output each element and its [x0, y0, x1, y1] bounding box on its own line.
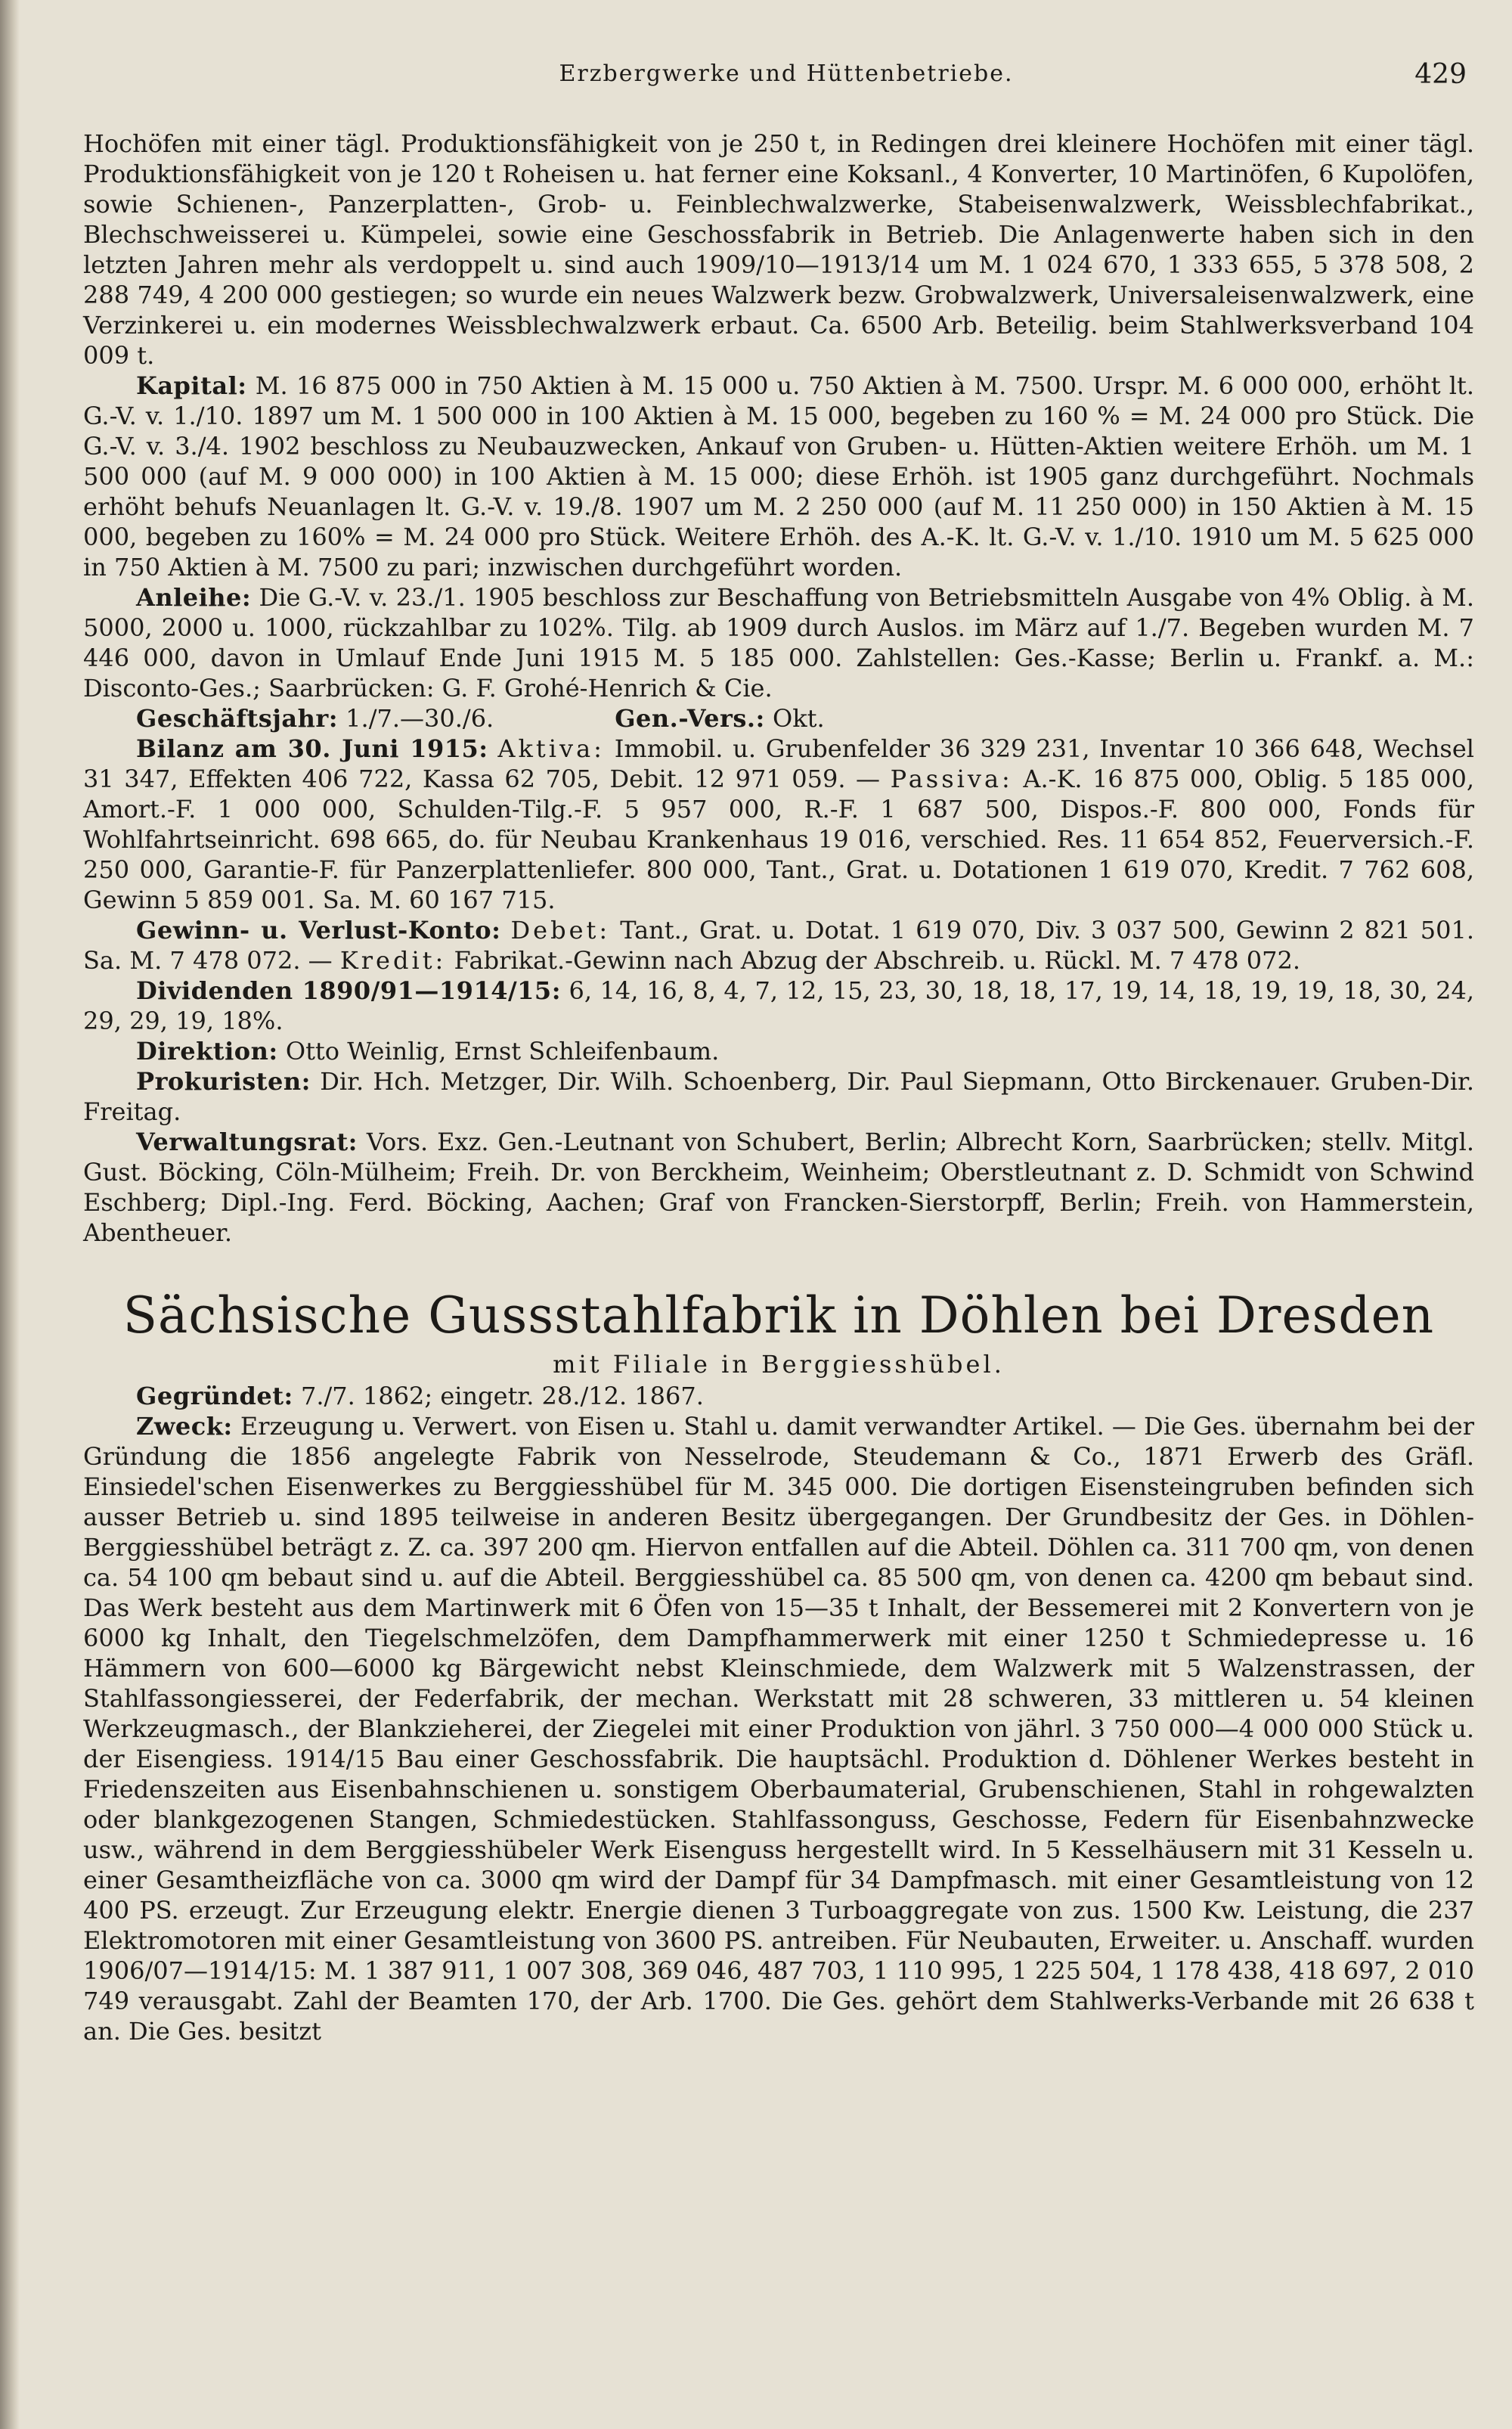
running-header — [91, 53, 1482, 98]
guv-debet-text: Tant., Grat. u. Dotat. 1 619 070, Div. 3 037 500, Gewinn 2 821 501. Sa. M. 7 478 072. — — [83, 916, 1475, 975]
bilanz-aktiva-label: Aktiva: — [497, 734, 605, 763]
aufsichtsrat-text: Vors. Exz. Gen.-Leutnant von Schubert, Berlin; Albrecht Korn, Saarbrücken; stellv. Mitgl. Gust. Böcking, Cöln-Mülheim; Freih. Dr. von Berckheim, Weinheim; Oberstleutnant z. D. Schmidt von Schwind Eschberg; Dipl.-Ing. Ferd. Böcking, Aachen; Graf von Francken-Sierstorpff, Berlin; Freih. von Hammerstein, Abentheuer. — [83, 1128, 1475, 1247]
page-content — [83, 129, 1474, 2046]
anleihe-label: Anleihe: — [136, 583, 252, 612]
gegruendet-section — [83, 1381, 1474, 1411]
prokuristen-section — [83, 1066, 1474, 1127]
geschaeftsjahr-section — [83, 703, 1474, 734]
company2-title: Sächsische Gussstahlfabrik in Döhlen bei Dresden — [122, 1286, 1435, 1345]
prokuristen-label: Prokuristen: — [136, 1067, 311, 1096]
page-spine-shadow — [0, 0, 20, 2429]
aufsichtsrat-label: Verwaltungsrat: — [136, 1128, 358, 1156]
guv-label: Gewinn- u. Verlust-Konto: — [136, 916, 501, 945]
zweck-section — [83, 1411, 1474, 2046]
bilanz-passiva-text: A.-K. 16 875 000, Oblig. 5 185 000, Amort.-F. 1 000 000, Schulden-Tilg.-F. 5 957 000, R.-F. 1 687 500, Dispos.-F. 800 000, Fonds für Wohlfahrtseinricht. 698 665, do. für Neubau Krankenhaus 19 016, verschied. Res. 11 654 852, Feuerversich.-F. 250 000, Garantie-F. für Panzerplattenliefer. 800 000, Tant., Grat. u. Dotationen 1 619 070, Kredit. 7 762 608, Gewinn 5 859 001. Sa. M. 60 167 715. — [83, 765, 1475, 914]
guv-kredit-text: Fabrikat.-Gewinn nach Abzug der Abschreib. u. Rückl. M. 7 478 072. — [454, 946, 1300, 975]
page-number: 429 — [1414, 59, 1467, 90]
gegruendet-text: 7./7. 1862; eingetr. 28./12. 1867. — [300, 1382, 704, 1410]
bilanz-passiva-label: Passiva: — [890, 765, 1013, 793]
guv-section — [83, 915, 1474, 976]
dividenden-label: Dividenden 1890/91—1914/15: — [136, 976, 562, 1005]
gegruendet-label: Gegründet: — [136, 1382, 293, 1410]
direktion-text: Otto Weinlig, Ernst Schleifenbaum. — [285, 1037, 720, 1066]
running-title: Erzbergwerke und Hüttenbetriebe. — [559, 60, 1014, 87]
zweck-label: Zweck: — [136, 1412, 233, 1441]
direktion-label: Direktion: — [136, 1037, 278, 1066]
kapital-label: Kapital: — [136, 371, 247, 400]
bilanz-section — [83, 734, 1474, 915]
guv-debet-label: Debet: — [510, 916, 611, 945]
geschaeftsjahr-text: 1./7.—30./6. — [345, 704, 494, 733]
zweck-text: Erzeugung u. Verwert. von Eisen u. Stahl u. damit verwandter Artikel. — Die Ges. übernahm bei der Gründung die 1856 angelegte Fabrik von Nesselrode, Steudemann & Co., 1871 Erwerb des Gräfl. Einsiedel'schen Eisenwerkes zu Berggiesshübel für M. 345 000. Die dortigen Eisensteingruben befinden sich ausser Betrieb u. sind 1895 teilweise in anderen Besitz übergegangen. Der Grundbesitz der Ges. in Döhlen-Berggiesshübel beträgt z. Z. ca. 397 200 qm. Hiervon entfallen auf die Abteil. Döhlen ca. 311 700 qm, von denen ca. 54 100 qm bebaut sind u. auf die Abteil. Berggiesshübel ca. 85 500 qm, von denen ca. 4200 qm bebaut sind. Das Werk besteht aus dem Martinwerk mit 6 Öfen von 15—35 t Inhalt, der Bessemerei mit 2 Konvertern von je 6000 kg Inhalt, den Tiegelschmelzöfen, dem Dampfhammerwerk mit einer 1250 t Schmiedepresse u. 16 Hämmern von 600—6000 kg Bärgewicht nebst Kleinschmiede, dem Walzwerk mit 5 Walzenstrassen, der Stahlfassongiesserei, der Federfabrik, der mechan. Werkstatt mit 28 schweren, 33 mittleren u. 54 kleinen Werkzeugmasch., der Blankzieherei, der Ziegelei mit einer Produktion von jährl. 3 750 000—4 000 000 Stück u. der Eisengiess. 1914/15 Bau einer Geschossfabrik. Die hauptsächl. Produktion d. Döhlener Werkes besteht in Friedenszeiten aus Eisenbahnschienen u. sonstigem Oberbaumaterial, Grubenschienen, Stahl in rohgewalzten oder blankgezogenen Stangen, Schmiedestücken. Stahlfassonguss, Geschosse, Federn für Eisenbahnzwecke usw., während in dem Berggiesshübeler Werk Eisenguss hergestellt wird. In 5 Kesselhäusern mit 31 Kesseln u. einer Gesamtheizfläche von ca. 3000 qm wird der Dampf für 34 Dampfmasch. mit einer Gesamtleistung von 12 400 PS. erzeugt. Zur Erzeugung elektr. Energie dienen 3 Turboaggregate von zus. 1500 Kw. Leistung, die 237 Elektromotoren mit einer Gesamtleistung von 3600 PS. antreiben. Für Neubauten, Erweiter. u. Anschaff. wurden 1906/07—1914/15: M. 1 387 911, 1 007 308, 369 046, 487 703, 1 110 995, 1 225 504, 1 178 438, 418 697, 2 010 749 verausgabt. Zahl der Beamten 170, der Arb. 1700. Die Ges. gehört dem Stahlwerks-Verbande mit 26 638 t an. Die Ges. besitzt — [83, 1412, 1474, 2046]
prokuristen-text: Dir. Hch. Metzger, Dir. Wilh. Schoenberg, Dir. Paul Siepmann, Otto Birckenauer. Gruben-Dir. Freitag. — [83, 1067, 1475, 1126]
genvers-label: Gen.-Vers.: — [615, 704, 765, 733]
kapital-section — [83, 371, 1474, 582]
aufsichtsrat-section — [83, 1127, 1474, 1248]
company1-intro: Hochöfen mit einer tägl. Produktionsfähigkeit von je 250 t, in Redingen drei kleinere Hochöfen mit einer tägl. Produktionsfähigkeit von je 120 t Roheisen u. hat ferner eine Koksanl., 4 Konverter, 10 Martinöfen, 6 Kupolöfen, sowie Schienen-, Panzerplatten-, Grob- u. Feinblechwalzwerke, Stabeisenwalzwerk, Weissblechfabrikat., Blechschweisserei u. Kümpelei, sowie eine Geschossfabrik in Betrieb. Die Anlagenwerte haben sich in den letzten Jahren mehr als verdoppelt u. sind auch 1909/10—1913/14 um M. 1 024 670, 1 333 655, 5 378 508, 2 288 749, 4 200 000 gestiegen; so wurde ein neues Walzwerk bezw. Grobwalzwerk, Universaleisenwalzwerk, eine Verzinkerei u. ein modernes Weissblechwalzwerk erbaut. Ca. 6500 Arb. Beteilig. beim Stahlwerksverband 104 009 t. — [83, 129, 1474, 370]
kapital-text: M. 16 875 000 in 750 Aktien à M. 15 000 u. 750 Aktien à M. 7500. Urspr. M. 6 000 000, erhöht lt. G.-V. v. 1./10. 1897 um M. 1 500 000 in 100 Aktien à M. 15 000, begeben zu 160 % = M. 24 000 pro Stück. Die G.-V. v. 3./4. 1902 beschloss zu Neubauzwecken, Ankauf von Gruben- u. Hütten-Aktien weitere Erhöh. um M. 1 500 000 (auf M. 9 000 000) in 100 Aktien à M. 15 000; diese Erhöh. ist 1905 ganz durchgeführt. Nochmals erhöht behufs Neuanlagen lt. G.-V. v. 19./8. 1907 um M. 2 250 000 (auf M. 11 250 000) in 150 Aktien à M. 15 000, begeben zu 160% = M. 24 000 pro Stück. Weitere Erhöh. des A.-K. lt. G.-V. v. 1./10. 1910 um M. 5 625 000 in 750 Aktien à M. 7500 zu pari; inzwischen durchgeführt worden. — [83, 371, 1475, 582]
genvers-text: Okt. — [773, 704, 825, 733]
bilanz-aktiva-text: Immobil. u. Grubenfelder 36 329 231, Inventar 10 366 648, Wechsel 31 347, Effekten 406 722, Kassa 62 705, Debit. 12 971 059. — — [83, 734, 1475, 793]
company2-subtitle: mit Filiale in Berggiesshübel. — [553, 1350, 1005, 1379]
bilanz-label: Bilanz am 30. Juni 1915: — [136, 734, 488, 763]
geschaeftsjahr-label: Geschäftsjahr: — [136, 704, 338, 733]
dividenden-section — [83, 976, 1474, 1036]
anleihe-text: Die G.-V. v. 23./1. 1905 beschloss zur Beschaffung von Betriebsmitteln Ausgabe von 4% Oblig. à M. 5000, 2000 u. 1000, rückzahlbar zu 102%. Tilg. ab 1909 durch Auslos. im März auf 1./7. Begeben wurden M. 7 446 000, davon in Umlauf Ende Juni 1915 M. 5 185 000. Zahlstellen: Ges.-Kasse; Berlin u. Frankf. a. M.: Disconto-Ges.; Saarbrücken: G. F. Grohé-Henrich & Cie. — [83, 583, 1475, 703]
guv-kredit-label: Kredit: — [339, 946, 447, 975]
company2-heading — [83, 1284, 1474, 1381]
direktion-section — [83, 1036, 1474, 1066]
dividenden-text: 6, 14, 16, 8, 4, 7, 12, 15, 23, 30, 18, 18, 17, 19, 14, 18, 19, 19, 18, 30, 24, 29, 29, 19, 18%. — [83, 976, 1475, 1035]
anleihe-section — [83, 582, 1474, 703]
